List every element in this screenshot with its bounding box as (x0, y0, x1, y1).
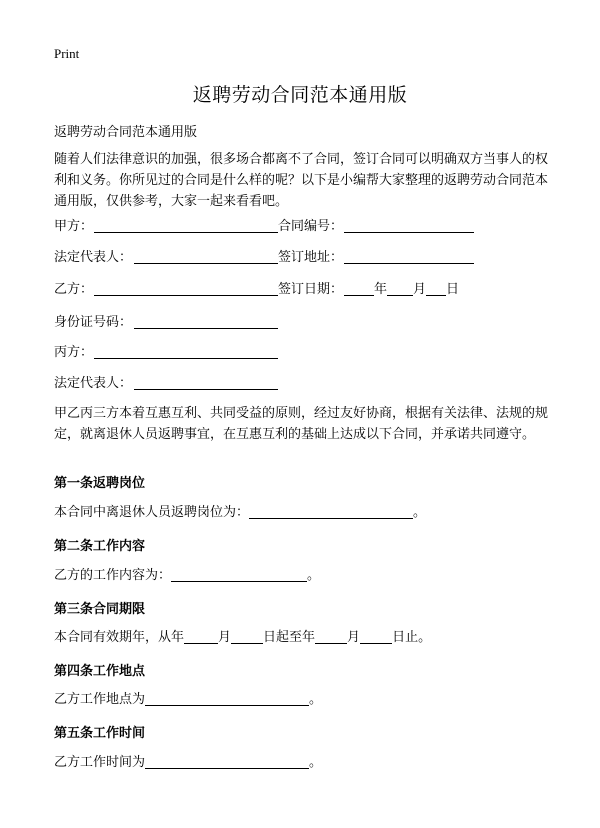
party-c-blank[interactable] (94, 343, 278, 359)
legal-rep-blank[interactable] (134, 248, 278, 264)
sign-place-label: 签订地址： (278, 250, 344, 265)
article-3-month-blank-2[interactable] (315, 628, 347, 644)
article-1-row (54, 503, 426, 523)
contract-no-blank[interactable] (344, 217, 474, 233)
article-3-text-a: 本合同有效期年，从年 (54, 630, 185, 645)
page-title: 返聘劳动合同范本通用版 (192, 84, 408, 106)
article-3-row (54, 628, 431, 648)
party-b-blank[interactable] (94, 280, 278, 296)
sign-date-label: 签订日期： (278, 282, 344, 297)
year-label: 年 (374, 282, 388, 297)
preamble-paragraph: 甲乙丙三方本着互惠互利、共同受益的原则，经过友好协商，根据有关法律、法规的规定，就离退休人员返聘事宜，在互惠互利的基础上达成以下合同，并承诺共同遵守。 (54, 406, 549, 442)
article-2-row (54, 566, 320, 586)
day-label: 日 (446, 282, 460, 297)
party-c-label: 丙方： (54, 345, 94, 360)
id-no-label: 身份证号码： (54, 315, 133, 330)
article-2-text: 乙方的工作内容为： (54, 568, 172, 583)
id-no-blank[interactable] (134, 313, 278, 329)
field-row-party-b (54, 280, 459, 300)
article-4-heading: 第四条工作地点 (54, 664, 146, 679)
print-link[interactable]: Print (54, 46, 80, 61)
party-b-label: 乙方： (54, 282, 94, 297)
article-3-m1: 月 (218, 630, 232, 645)
article-1-end: 。 (413, 505, 427, 520)
field-row-id-no (54, 313, 278, 333)
article-3-heading: 第三条合同期限 (54, 602, 146, 617)
contract-no-label: 合同编号： (278, 219, 344, 234)
article-3-day-blank-2[interactable] (360, 628, 392, 644)
sign-day-blank[interactable] (426, 280, 446, 296)
article-1-heading: 第一条返聘岗位 (54, 476, 146, 491)
subtitle: 返聘劳动合同范本通用版 (54, 125, 198, 140)
article-3-d2: 日止。 (392, 630, 432, 645)
sign-month-blank[interactable] (387, 280, 413, 296)
legal-rep-label: 法定代表人： (54, 250, 133, 265)
article-2-end: 。 (307, 568, 321, 583)
field-row-party-c (54, 343, 278, 363)
article-5-end: 。 (309, 755, 323, 770)
field-row-legal-rep (54, 248, 474, 268)
party-a-label: 甲方： (54, 219, 94, 234)
intro-paragraph: 随着人们法律意识的加强，很多场合都离不了合同，签订合同可以明确双方当事人的权利和义务。你所见过的合同是什么样的呢？以下是小编帮大家整理的返聘劳动合同范本通用版，仅供参考，大家一起来看看吧。 (54, 152, 549, 209)
legal-rep-c-blank[interactable] (134, 374, 278, 390)
field-row-party-a (54, 217, 474, 237)
article-4-blank[interactable] (145, 690, 309, 706)
article-5-blank[interactable] (145, 753, 309, 769)
article-5-text: 乙方工作时间为 (54, 755, 146, 770)
article-4-row (54, 690, 322, 710)
legal-rep-c-label: 法定代表人： (54, 376, 133, 391)
field-row-legal-rep-c (54, 374, 278, 394)
article-3-day-blank-1[interactable] (231, 628, 263, 644)
article-5-heading: 第五条工作时间 (54, 726, 146, 741)
sign-place-blank[interactable] (344, 248, 474, 264)
article-3-d1: 日起至年 (263, 630, 316, 645)
article-5-row (54, 753, 322, 773)
month-label: 月 (413, 282, 427, 297)
article-4-text: 乙方工作地点为 (54, 692, 146, 707)
article-2-heading: 第二条工作内容 (54, 539, 146, 554)
sign-year-blank[interactable] (344, 280, 374, 296)
article-4-end: 。 (309, 692, 323, 707)
article-1-text: 本合同中离退休人员返聘岗位为： (54, 505, 250, 520)
article-3-month-blank-1[interactable] (184, 628, 218, 644)
party-a-blank[interactable] (94, 217, 278, 233)
article-1-blank[interactable] (249, 503, 413, 519)
article-2-blank[interactable] (171, 566, 307, 582)
article-3-m2: 月 (347, 630, 361, 645)
